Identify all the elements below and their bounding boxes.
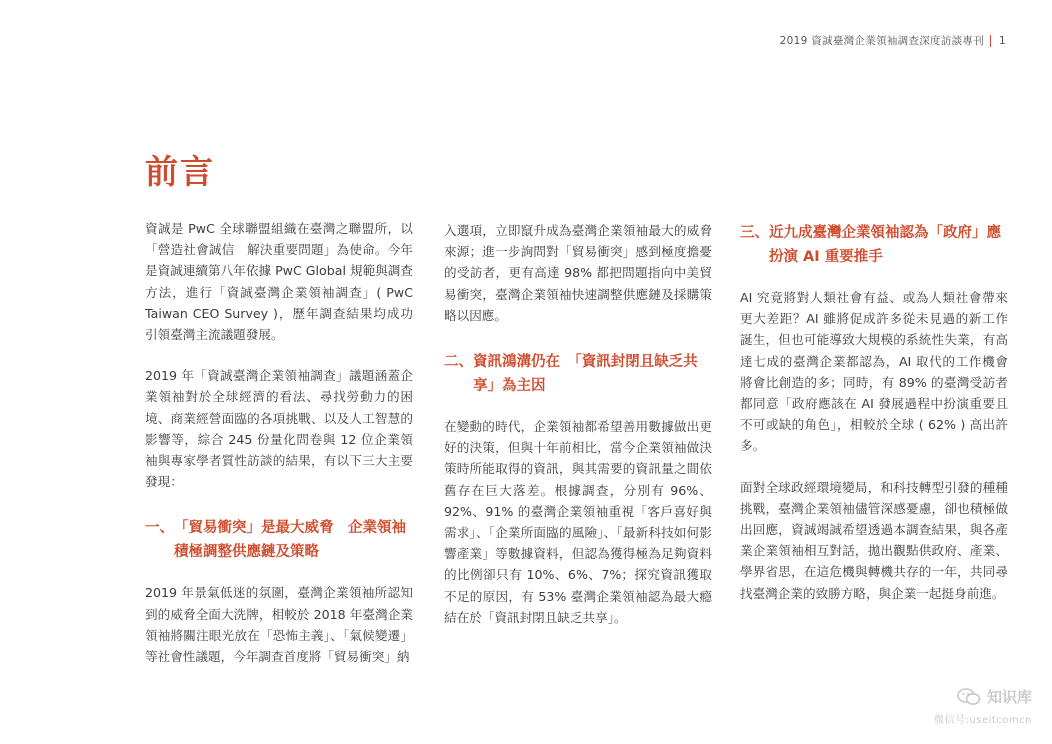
section-heading-3 bbox=[740, 221, 1008, 269]
paragraph-info-gap: 在變動的時代，企業領袖都希望善用數據做出更好的決策，但與十年前相比，當今企業領袖做決策時所能取得的資訊，與其需要的資訊量之間依舊存在巨大落差。根據調查，分別有 96%、92%、91% 的臺灣企業領袖重視「客戶喜好與需求」、「企業所面臨的風險」、「最新科技如何影響產業」等數據資料，但認為獲得極為足夠資料的比例卻只有 10%、6%、7%；探究資訊獲取不足的原因，有 53% 臺灣企業領袖認為最大瘾結在於「資訊封閉且缺乏共享」。 bbox=[444, 419, 712, 625]
paragraph-conclusion: 面對全球政經環境變局，和科技轉型引發的種種挑戰，臺灣企業領袖儘管深感憂慮，卻也積極做出回應，資誠竭誠希望透過本調查結果，與各產業企業領袖相互對話，拋出觀點供政府、產業、學界省思，在這危機與轉機共存的一年，共同尋找臺灣企業的致勝方略，與企業一起挺身前進。 bbox=[740, 479, 1008, 601]
section-title: 「貿易衝突」是最大威脅 企業領袖積極調整供應鏈及策略 bbox=[174, 520, 406, 561]
watermark-name: 知识库 bbox=[986, 688, 1032, 706]
wechat-icon bbox=[957, 688, 981, 706]
section-heading-1 bbox=[145, 516, 413, 564]
section-heading-2 bbox=[444, 350, 712, 398]
page-number: 1 bbox=[999, 34, 1006, 47]
section-number: 一、 bbox=[145, 520, 174, 537]
header-separator bbox=[990, 35, 991, 47]
paragraph-ai: AI 究竟將對人類社會有益、或為人類社會帶來更大差距？AI 雖將促成許多從未見過的新工作誕生，但也可能導致大規模的系統性失業，有高達七成的臺灣企業都認為，AI 取代的工作機會將會比創造的多；同時，有 89% 的臺灣受訪者都同意「政府應該在 AI 發展過程中扮演重要且不可或缺的角色」，相較於全球 ( 62% ) 高出許多。 bbox=[740, 290, 1008, 454]
running-header bbox=[780, 33, 1006, 48]
header-title: 2019 資誠臺灣企業領袖調查深度訪談專刊 bbox=[779, 35, 985, 47]
section-title: 資訊鴻溝仍在 「資訊封閉且缺乏共享」為主因 bbox=[473, 354, 698, 395]
section-title: 近九成臺灣企業領袖認為「政府」應扮演 AI 重要推手 bbox=[769, 225, 1001, 265]
column-1 bbox=[145, 218, 413, 667]
column-3 bbox=[740, 221, 1008, 604]
paragraph-trade-cont: 入選項，立即竄升成為臺灣企業領袖最大的威脅來源；進一步詢問對「貿易衝突」感到極度擔憂的受訪者，更有高達 98% 都把問題指向中美貿易衝突，臺灣企業領袖快速調整供應鏈及採購策略以因應。 bbox=[444, 223, 712, 323]
watermark-sub: 微信号:useitcomcn bbox=[934, 715, 1032, 726]
page-title: 前言 bbox=[145, 152, 215, 191]
watermark bbox=[934, 686, 1032, 726]
paragraph-trade: 2019 年景氣低迷的氛圍，臺灣企業領袖所認知到的威脅全面大洗牌，相較於 2018 年臺灣企業領袖將關注眼光放在「恐怖主義」、「氣候變遷」等社會性議題，今年調查首度將「貿易衝突」納 bbox=[145, 585, 413, 665]
paragraph-findings: 2019 年「資誠臺灣企業領袖調查」議題涵蓋企業領袖對於全球經濟的看法、尋找勞動力的困境、商業經營面臨的各項挑戰、以及人工智慧的影響等，綜合 245 份量化問卷與 12 位企業領袖與專家學者質性訪談的結果，有以下三大主要發現： bbox=[145, 368, 413, 490]
column-2 bbox=[444, 220, 712, 628]
section-number: 三、 bbox=[740, 225, 769, 241]
paragraph-intro: 資誠是 PwC 全球聯盟組織在臺灣之聯盟所，以「營造社會誠信 解決重要問題」為使命。今年是資誠連續第八年依據 PwC Global 規範與調查方法，進行「資誠臺灣企業領袖調查」( PwC Taiwan CEO Survey )，歷年調查結果均成功引領臺灣主流議題發展。 bbox=[145, 221, 413, 343]
section-number: 二、 bbox=[444, 354, 473, 371]
